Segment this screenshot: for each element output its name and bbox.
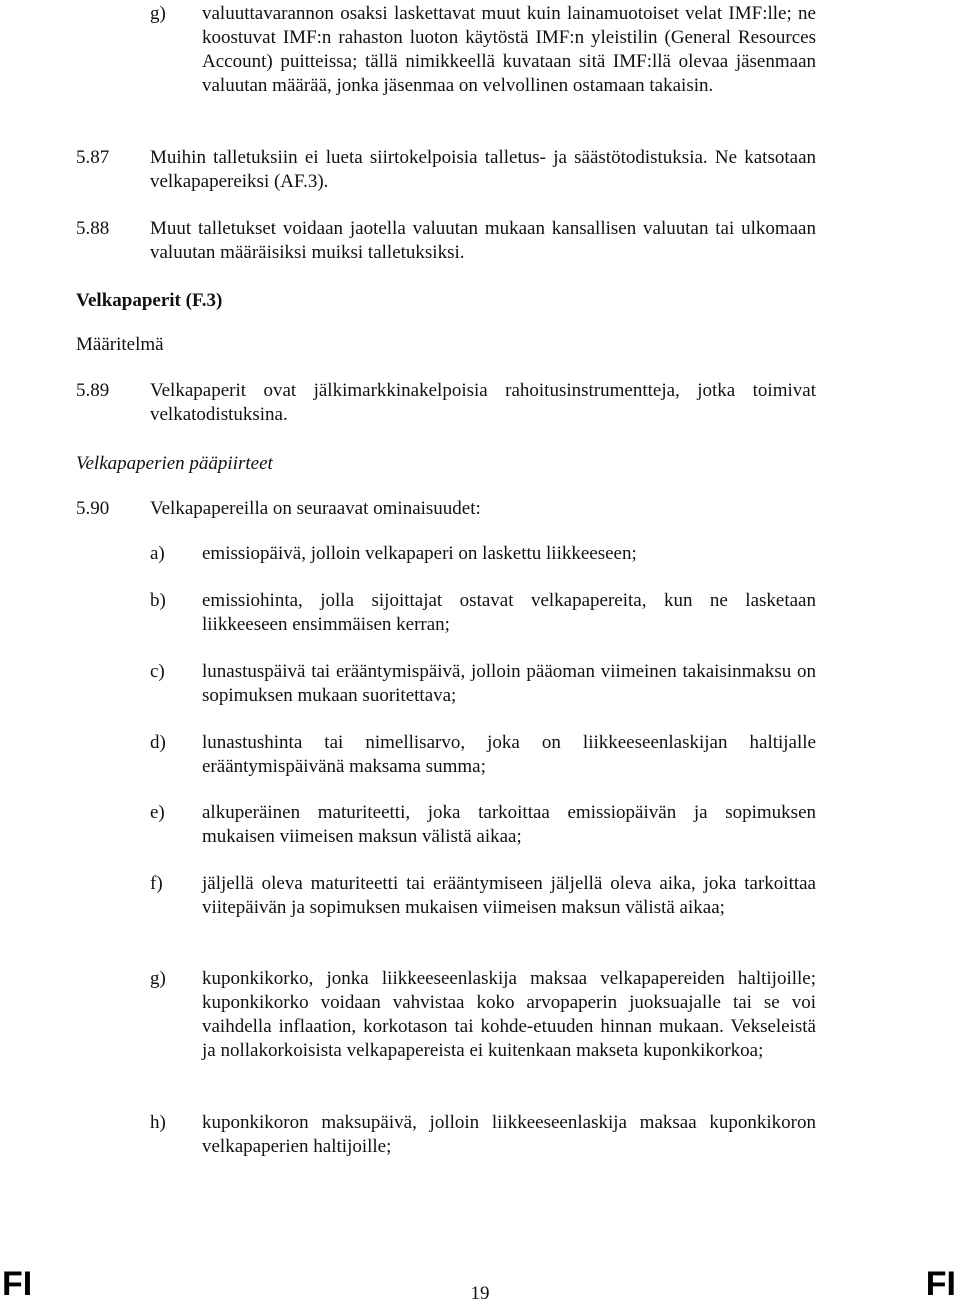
subheading-features: Velkapaperien pääpiirteet xyxy=(76,453,273,474)
list-item-text: alkuperäinen maturiteetti, joka tarkoittaa emissiopäivän ja sopimuksen mukaisen viimeisen maksun välistä aikaa; xyxy=(202,802,816,847)
list-item-label: b) xyxy=(150,590,166,611)
paragraph-text: Velkapaperit ovat jälkimarkkinakelpoisia rahoitusinstrumentteja, jotka toimivat velkatodistuksina. xyxy=(150,380,816,425)
list-item-text: lunastuspäivä tai erääntymispäivä, jolloin pääoman viimeinen takaisinmaksu on sopimuksen mukaan suoritettava; xyxy=(202,661,816,706)
page-number: 19 xyxy=(470,1283,490,1304)
subheading-definition: Määritelmä xyxy=(76,334,164,355)
paragraph-number: 5.87 xyxy=(76,147,110,168)
paragraph-number: 5.89 xyxy=(76,380,110,401)
list-item-text: kuponkikoron maksupäivä, jolloin liikkeeseenlaskija maksaa kuponkikoron velkapaperien haltijoille; xyxy=(202,1112,816,1157)
paragraph-text: Muihin talletuksiin ei lueta siirtokelpoisia talletus- ja säästötodistuksia. Ne katsotaan velkapapereiksi (AF.3). xyxy=(150,147,816,192)
paragraph-text: Velkapapereilla on seuraavat ominaisuudet: xyxy=(150,498,481,519)
list-item-label: d) xyxy=(150,732,166,753)
paragraph-number: 5.88 xyxy=(76,218,110,239)
list-item-label: a) xyxy=(150,543,165,564)
paragraph-text: Muut talletukset voidaan jaotella valuutan mukaan kansallisen valuutan tai ulkomaan valuutan määräisiksi muiksi talletuksiksi. xyxy=(150,218,816,263)
list-item-text: valuuttavarannon osaksi laskettavat muut kuin lainamuotoiset velat IMF:lle; ne koostuvat IMF:n rahaston luoton käytöstä IMF:n yleistilin (General Resources Account) puitteissa; tällä nimikkeellä kuvataan sitä IMF:llä olevaa jäsenmaan valuutan määrää, jonka jäsenmaa on velvollinen ostamaan takaisin. xyxy=(202,3,816,96)
footer-language-code-left: FI xyxy=(2,1265,33,1303)
list-item-label: g) xyxy=(150,968,166,989)
list-item-label: e) xyxy=(150,802,165,823)
footer-language-code-right: FI xyxy=(925,1265,956,1303)
list-item-label: g) xyxy=(150,3,166,24)
list-item-label: c) xyxy=(150,661,165,682)
list-item-label: f) xyxy=(150,873,163,894)
list-item-text: lunastushinta tai nimellisarvo, joka on liikkeeseenlaskijan haltijalle erääntymispäivänä maksama summa; xyxy=(202,732,816,777)
list-item-text: emissiopäivä, jolloin velkapaperi on laskettu liikkeeseen; xyxy=(202,543,637,564)
list-item-text: emissiohinta, jolla sijoittajat ostavat velkapapereita, kun ne lasketaan liikkeeseen ensimmäisen kerran; xyxy=(202,590,816,635)
list-item-text: kuponkikorko, jonka liikkeeseenlaskija maksaa velkapapereiden haltijoille; kuponkikorko voidaan vahvistaa koko arvopaperin juoksuajalle tai se voi vaihdella inflaation, korkotason tai kohde-etuuden hinnan mukaan. Vekseleistä ja nollakorkoisista velkapapereista ei kuitenkaan makseta kuponkikorkoa; xyxy=(202,968,816,1061)
list-item-text: jäljellä oleva maturiteetti tai erääntymiseen jäljellä oleva aika, joka tarkoittaa viitepäivän ja sopimuksen mukaisen viimeisen maksun välistä aikaa; xyxy=(202,873,816,918)
paragraph-number: 5.90 xyxy=(76,498,110,519)
section-heading: Velkapaperit (F.3) xyxy=(76,290,223,311)
list-item-label: h) xyxy=(150,1112,166,1133)
